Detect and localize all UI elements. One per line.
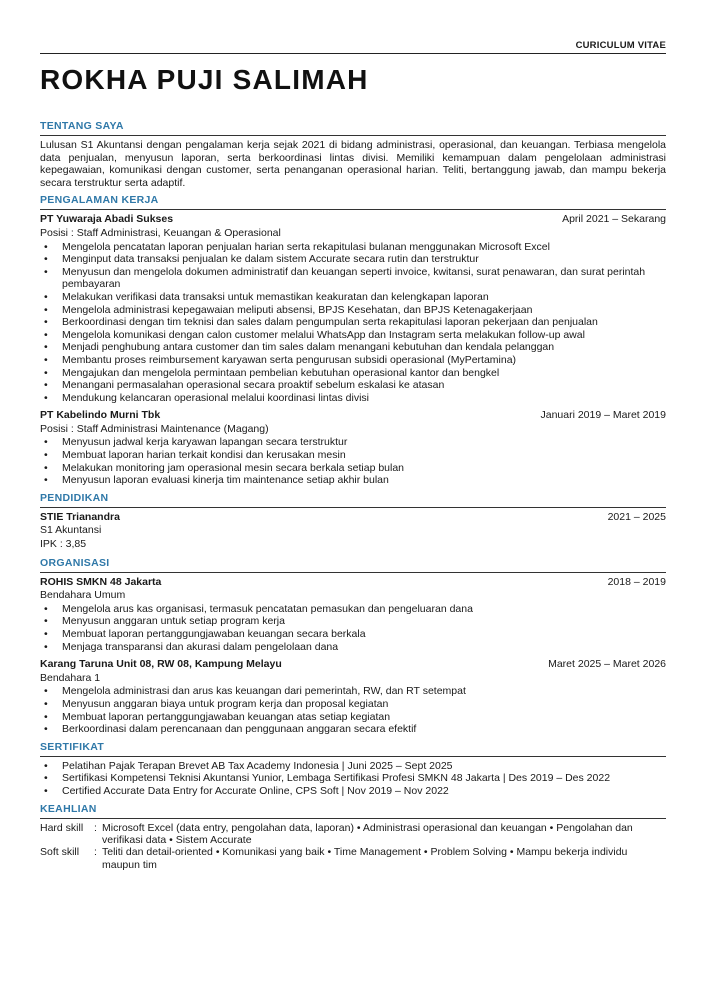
list-item xyxy=(40,615,666,628)
list-item-text: Berkoordinasi dalam perencanaan dan penggunaan anggaran secara efektif xyxy=(62,723,417,736)
list-item xyxy=(40,266,666,291)
list-item-text: Menyusun jadwal kerja karyawan lapangan secara terstruktur xyxy=(62,436,348,449)
bullet-icon: • xyxy=(44,628,48,640)
organization-list xyxy=(40,576,666,736)
list-item-text: Sertifikasi Kompetensi Teknisi Akuntansi Yunior, Lembaga Sertifikasi Profesi SMKN 48 Jakarta | Des 2019 – Des 2022 xyxy=(62,772,611,785)
section-title-experience: PENGALAMAN KERJA xyxy=(40,194,159,207)
organization-entry xyxy=(40,576,666,659)
education-degree: S1 Akuntansi xyxy=(40,524,102,537)
job-bullets xyxy=(40,436,666,486)
job-org-name: PT Yuwaraja Abadi Sukses xyxy=(40,213,174,226)
cv-content xyxy=(40,120,666,871)
job-entry-head xyxy=(40,409,666,423)
list-item xyxy=(40,329,666,342)
list-item-text: Mengajukan dan mengelola permintaan pembelian kebutuhan operasional kantor dan bengkel xyxy=(62,366,500,379)
section-title-organization: ORGANISASI xyxy=(40,556,110,569)
header-divider xyxy=(40,53,666,54)
list-item xyxy=(40,785,666,798)
list-item xyxy=(40,291,666,304)
organization-entry xyxy=(40,658,666,736)
job-org-name: PT Kabelindo Murni Tbk xyxy=(40,409,161,422)
education-institution: STIE Trianandra xyxy=(40,510,120,523)
skill-value: Teliti dan detail-oriented • Komunikasi yang baik • Time Management • Problem Solving • Mampu bekerja individu maupun tim xyxy=(102,846,628,871)
organization-org-name: ROHIS SMKN 48 Jakarta xyxy=(40,575,162,588)
bullet-icon: • xyxy=(44,772,48,785)
list-item xyxy=(40,723,666,736)
list-item xyxy=(40,698,666,711)
list-item-text: Menjaga transparansi dan akurasi dalam pengelolaan dana xyxy=(62,640,339,653)
list-item-text: Pelatihan Pajak Terapan Brevet AB Tax Academy Indonesia | Juni 2025 – Sept 2025 xyxy=(62,759,453,772)
about-text: Lulusan S1 Akuntansi dengan pengalaman kerja sejak 2021 di bidang administrasi, operasional, dan keuangan. Terbiasa mengelola data penjualan, menyusun laporan, serta berkoordinasi lintas divisi. Memiliki kemampuan dalam pengelolaan administrasi kepegawaian, komunikasi dengan customer, serta penanganan operasional harian. Teliti, bertanggung jawab, dan mampu bekerja secara terstruktur serta adaptif. xyxy=(40,139,666,189)
job-entry-head xyxy=(40,213,666,227)
list-item-text: Mengelola administrasi dan arus kas keuangan dari pemerintah, RW, dan RT setempat xyxy=(62,685,466,698)
section-divider xyxy=(40,507,666,508)
education-gpa: IPK : 3,85 xyxy=(40,538,87,551)
list-item-text: Mengelola pencatatan laporan penjualan harian serta rekapitulasi bulanan menggunakan Microsoft Excel xyxy=(62,240,550,253)
organization-org-name: Karang Taruna Unit 08, RW 08, Kampung Melayu xyxy=(40,658,282,671)
list-item xyxy=(40,685,666,698)
job-date: Januari 2019 – Maret 2019 xyxy=(540,409,666,422)
list-item xyxy=(40,603,666,616)
job-role: Posisi : Staff Administrasi Maintenance (Magang) xyxy=(40,422,269,435)
bullet-icon: • xyxy=(44,391,48,404)
bullet-icon: • xyxy=(44,436,48,449)
certificates-section xyxy=(40,741,666,798)
candidate-name: ROKHA PUJI SALIMAH xyxy=(40,64,369,95)
bullet-icon: • xyxy=(44,379,48,392)
section-divider xyxy=(40,572,666,573)
list-item xyxy=(40,241,666,254)
skill-value: Microsoft Excel (data entry, pengolahan data, laporan) • Administrasi operasional dan keuangan • Pengolahan dan verifikasi data • Sistem Accurate xyxy=(102,821,633,846)
list-item xyxy=(40,341,666,354)
organization-bullets xyxy=(40,685,666,735)
bullet-icon: • xyxy=(44,697,48,710)
bullet-icon: • xyxy=(44,723,48,736)
skill-row xyxy=(40,846,666,871)
list-item xyxy=(40,711,666,724)
bullet-icon: • xyxy=(44,449,48,462)
skill-separator: : xyxy=(94,846,97,859)
organization-entry-head xyxy=(40,658,666,672)
bullet-icon: • xyxy=(44,710,48,723)
experience-section xyxy=(40,194,666,486)
bullet-icon: • xyxy=(44,353,48,366)
certificate-list xyxy=(40,760,666,798)
skill-separator: : xyxy=(94,821,97,834)
organization-date: 2018 – 2019 xyxy=(607,575,666,588)
section-divider xyxy=(40,756,666,757)
bullet-icon: • xyxy=(44,303,48,316)
education-date: 2021 – 2025 xyxy=(607,510,666,523)
organization-role: Bendahara Umum xyxy=(40,589,126,602)
about-section xyxy=(40,120,666,189)
job-entry xyxy=(40,409,666,487)
list-item-text: Membuat laporan pertanggungjawaban keuangan secara berkala xyxy=(62,628,366,640)
bullet-icon: • xyxy=(44,290,48,303)
list-item-text: Menyusun laporan evaluasi kinerja tim maintenance setiap akhir bulan xyxy=(62,474,389,487)
skills-list xyxy=(40,822,666,872)
organization-section xyxy=(40,557,666,736)
list-item-text: Certified Accurate Data Entry for Accurate Online, CPS Soft | Nov 2019 – Nov 2022 xyxy=(62,784,449,797)
job-entry xyxy=(40,213,666,409)
list-item-text: Membantu proses reimbursement karyawan serta pengurusan subsidi operasional (MyPertamina) xyxy=(62,353,517,366)
experience-list xyxy=(40,213,666,486)
list-item-text: Membuat laporan pertanggungjawaban keuangan atas setiap kegiatan xyxy=(62,710,391,723)
job-bullets xyxy=(40,241,666,405)
list-item-text: Menjadi penghubung antara customer dan tim sales dalam menangani kebutuhan dan kendala pelanggan xyxy=(62,341,555,354)
list-item-text: Menginput data transaksi penjualan ke dalam sistem Accurate secara rutin dan terstruktur xyxy=(62,253,479,266)
bullet-icon: • xyxy=(44,341,48,354)
skill-label: Soft skill xyxy=(40,846,80,859)
list-item xyxy=(40,641,666,654)
skill-row xyxy=(40,822,666,847)
list-item xyxy=(40,367,666,380)
list-item-text: Berkoordinasi dengan tim teknisi dan sales dalam pengumpulan serta rekapitulasi laporan pekerjaan dan penjualan xyxy=(62,316,598,329)
list-item-text: Menangani permasalahan operasional secara proaktif sebelum eskalasi ke atasan xyxy=(62,379,445,392)
bullet-icon: • xyxy=(44,265,48,278)
organization-bullets xyxy=(40,603,666,653)
list-item-text: Mendukung kelancaran operasional melalui koordinasi lintas divisi xyxy=(62,391,370,404)
education-entry-head xyxy=(40,511,666,525)
bullet-icon: • xyxy=(44,240,48,253)
list-item-text: Menyusun anggaran biaya untuk program kerja dan proposal kegiatan xyxy=(62,697,389,710)
organization-role: Bendahara 1 xyxy=(40,671,101,684)
bullet-icon: • xyxy=(44,640,48,653)
organization-entry-head xyxy=(40,576,666,590)
job-role: Posisi : Staff Administrasi, Keuangan & Operasional xyxy=(40,226,281,239)
bullet-icon: • xyxy=(44,366,48,379)
bullet-icon: • xyxy=(44,253,48,266)
section-title-certificates: SERTIFIKAT xyxy=(40,740,105,753)
bullet-icon: • xyxy=(44,784,48,797)
list-item-text: Mengelola komunikasi dengan calon customer melalui WhatsApp dan Instagram serta melakukan follow-up awal xyxy=(62,328,585,341)
skill-label: Hard skill xyxy=(40,821,84,834)
section-divider xyxy=(40,135,666,136)
list-item xyxy=(40,772,666,785)
bullet-icon: • xyxy=(44,615,48,628)
bullet-icon: • xyxy=(44,685,48,698)
section-title-about: TENTANG SAYA xyxy=(40,120,124,132)
list-item xyxy=(40,760,666,773)
skills-section xyxy=(40,803,666,872)
list-item xyxy=(40,436,666,449)
section-title-skills: KEAHLIAN xyxy=(40,802,97,815)
list-item-text: Mengelola arus kas organisasi, termasuk pencatatan pemasukan dan pengeluaran dana xyxy=(62,602,473,615)
section-divider xyxy=(40,209,666,210)
document-label: CURICULUM VITAE xyxy=(575,40,666,51)
list-item-text: Melakukan monitoring jam operasional mesin secara berkala setiap bulan xyxy=(62,461,405,474)
list-item xyxy=(40,462,666,475)
organization-date: Maret 2025 – Maret 2026 xyxy=(548,658,666,671)
bullet-icon: • xyxy=(44,461,48,474)
list-item xyxy=(40,392,666,405)
bullet-icon: • xyxy=(44,602,48,615)
list-item xyxy=(40,628,666,641)
list-item xyxy=(40,379,666,392)
list-item xyxy=(40,304,666,317)
list-item xyxy=(40,253,666,266)
bullet-icon: • xyxy=(44,474,48,487)
job-date: April 2021 – Sekarang xyxy=(562,213,666,226)
bullet-icon: • xyxy=(44,316,48,329)
list-item-text: Mengelola administrasi kepegawaian meliputi absensi, BPJS Kesehatan, dan BPJS Ketenagakerjaan xyxy=(62,303,533,316)
list-item-text: Menyusun anggaran untuk setiap program kerja xyxy=(62,615,285,628)
list-item xyxy=(40,354,666,367)
list-item-text: Menyusun dan mengelola dokumen administratif dan keuangan seperti invoice, kwitansi, surat penawaran, dan surat perintah pembayaran xyxy=(62,265,646,291)
section-title-education: PENDIDIKAN xyxy=(40,491,109,504)
list-item-text: Membuat laporan harian terkait kondisi dan kerusakan mesin xyxy=(62,449,346,462)
list-item xyxy=(40,316,666,329)
bullet-icon: • xyxy=(44,328,48,341)
list-item-text: Melakukan verifikasi data transaksi untuk memastikan keakuratan dan kelengkapan laporan xyxy=(62,290,489,303)
section-divider xyxy=(40,818,666,819)
education-section xyxy=(40,492,666,552)
bullet-icon: • xyxy=(44,759,48,772)
list-item xyxy=(40,474,666,487)
list-item xyxy=(40,449,666,462)
